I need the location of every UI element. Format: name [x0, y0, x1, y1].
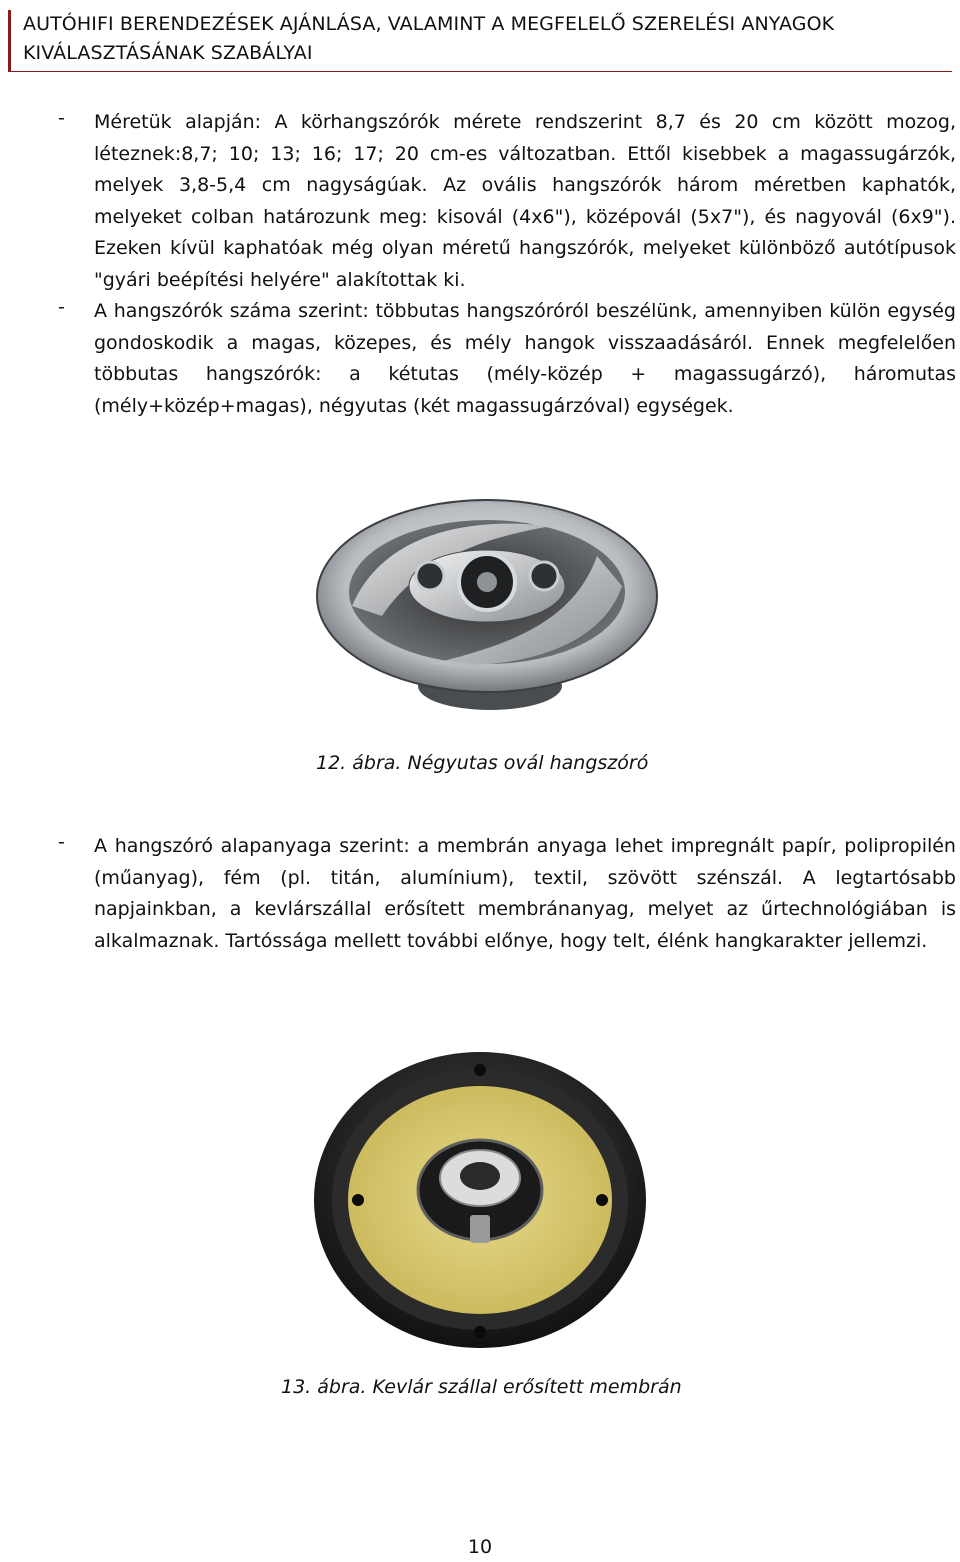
paragraph-text: többutas hangszóróról beszélünk, amennyiben külön egység gondoskodik a magas, közepes, és mély hangok visszaadásáról. Ennek megfelelően többutas hangszórók: a kétutas (mély-közép + magassugárzó), háromutas (mély+közép+magas), négyutas (két magassugárzóval) egységek. — [94, 300, 956, 417]
paragraph-text: A körhangszórók mérete rendszerint 8,7 és 20 cm között mozog, léteznek:8,7; 10; 13; 16; 17; 20 cm-es változatban. Ettől kisebbek a magassugárzók, melyek 3,8-5,4 cm nagyságúak. Az ovális hangszórók három méretben kaphatók, melyeket colban határozunk meg: kisovál (4x6"), középovál (5x7"), és nagyovál (6x9"). Ezeken kívül kaphatóak még olyan méretű hangszórók, melyeket különböző autótípusok "gyári beépítési helyére" alakítottak ki. — [94, 111, 956, 291]
paragraph-lead: Méretük alapján: — [94, 111, 262, 133]
paragraph-size — [94, 107, 956, 296]
bullet-dash: - — [58, 107, 65, 129]
paragraph-text: a membrán anyaga lehet impregnált papír, polipropilén (műanyag), fém (pl. titán, alumínium), textil, szövött szénszál. A legtartósabb napjainkban, a kevlárszállal erősített membránanyag, melyet az űrtechnológiában is alkalmaznak. Tartóssága mellett további előnye, hogy telt, élénk hangkarakter jellemzi. — [94, 835, 956, 952]
paragraph-ways — [94, 296, 956, 422]
paragraph-lead: A hangszóró alapanyaga szerint: — [94, 835, 410, 857]
kevlar-speaker-image — [300, 1040, 660, 1360]
bullet-dash: - — [58, 296, 65, 318]
figure-12-caption: 12. ábra. Négyutas ovál hangszóró — [316, 752, 649, 774]
paragraph-lead: A hangszórók száma szerint: — [94, 300, 369, 322]
header-line-1: AUTÓHIFI BERENDEZÉSEK AJÁNLÁSA, VALAMINT A MEGFELELŐ SZERELÉSI ANYAGOK — [23, 13, 835, 35]
page-number: 10 — [467, 1536, 493, 1558]
oval-speaker-image — [312, 496, 662, 716]
bullet-dash: - — [58, 831, 65, 853]
figure-13-caption: 13. ábra. Kevlár szállal erősített membrán — [281, 1376, 682, 1398]
page-header — [8, 10, 952, 72]
paragraph-material — [94, 831, 956, 957]
header-line-2: KIVÁLASZTÁSÁNAK SZABÁLYAI — [23, 42, 313, 64]
